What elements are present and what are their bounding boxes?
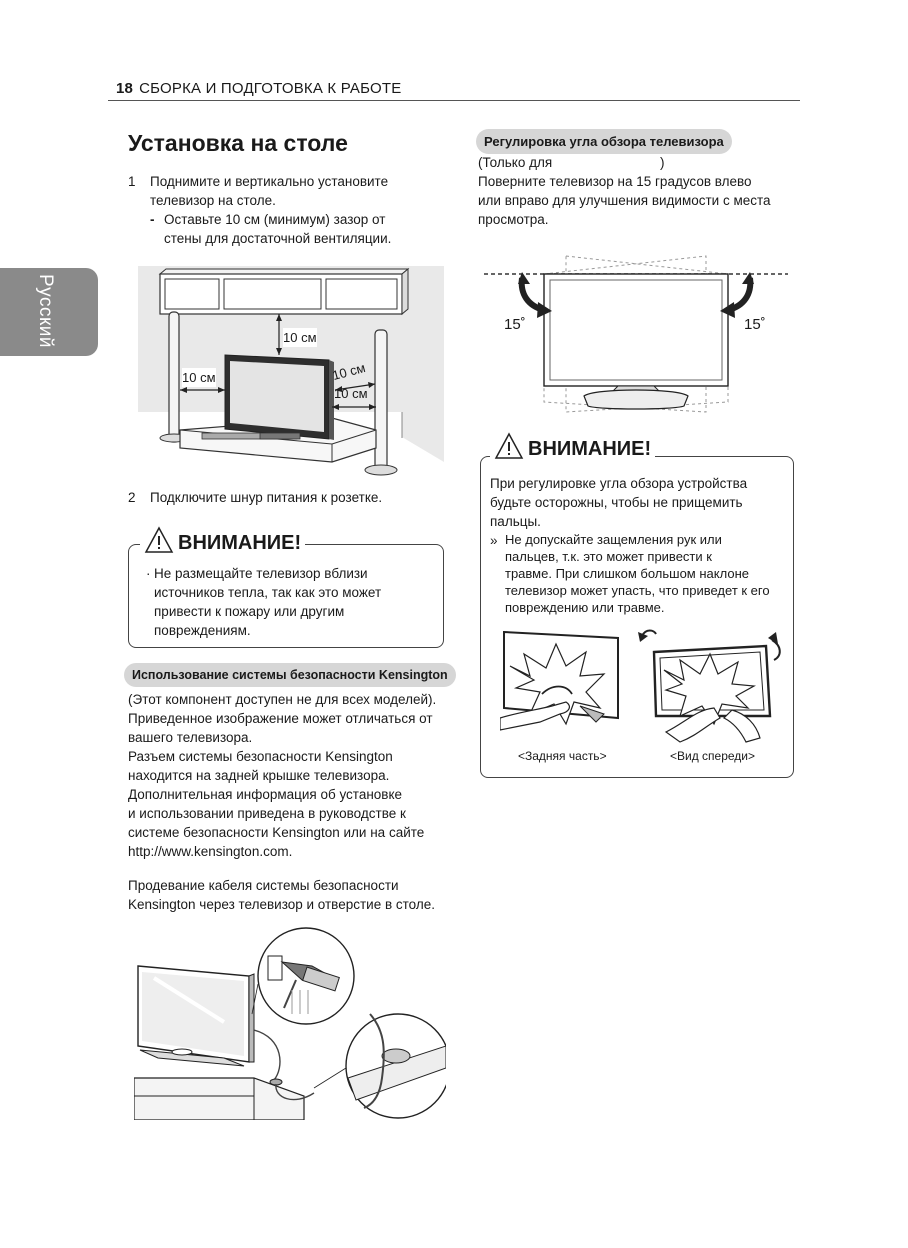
caution-line: При регулировке угла обзора устройства (490, 476, 748, 491)
kensington-line: (Этот компонент доступен не для всех моделей). (128, 692, 437, 707)
caption-back: <Задняя часть> (518, 749, 607, 763)
step2-text: Подключите шнур питания к розетке. (150, 490, 383, 505)
caution-line: травме. При слишком большом наклоне (505, 566, 749, 581)
swivel-illustration (484, 250, 788, 418)
angle-right-label: 15˚ (744, 316, 766, 333)
page-number: 18 (116, 80, 134, 97)
angle-line: просмотра. (478, 212, 549, 227)
caution-header-heat (140, 526, 305, 554)
clearance-left-label: 10 см (182, 370, 216, 385)
caution-title: ВНИМАНИЕ! (528, 438, 652, 460)
kensington-heading: Использование системы безопасности Kensington (124, 663, 456, 687)
angle-line: или вправо для улучшения видимости с места (478, 193, 771, 208)
angle-heading: Регулировка угла обзора телевизора (476, 129, 732, 154)
warning-triangle-icon (494, 432, 524, 460)
language-tab (0, 268, 98, 356)
caution-line: Не размещайте телевизор вблизи (154, 566, 368, 581)
kensington-text (128, 690, 436, 861)
cable-line: Kensington через телевизор и отверстие в столе. (128, 897, 436, 912)
caution-title: ВНИМАНИЕ! (178, 532, 302, 554)
step1-sub-line2: стены для достаточной вентиляции. (164, 231, 392, 246)
caution-line: пальцы. (490, 514, 541, 529)
only-for-open: (Только для (478, 155, 553, 170)
caution-line: будьте осторожны, чтобы не прищемить (490, 495, 743, 510)
section-title: СБОРКА И ПОДГОТОВКА К РАБОТЕ (139, 80, 402, 97)
angle-line: Поверните телевизор на 15 градусов влево (478, 174, 752, 189)
clearance-right-label: 10 см (334, 386, 368, 401)
caution-line: привести к пожару или другим (154, 604, 345, 619)
pinch-back-illustration (500, 626, 628, 746)
kensington-line: системе безопасности Kensington или на сайте (128, 825, 425, 840)
clearance-illustration (132, 262, 444, 484)
kensington-line: вашего телевизора. (128, 730, 253, 745)
page-header (116, 80, 401, 97)
step1-number: 1 (128, 174, 136, 189)
caution-header-swivel (490, 432, 655, 460)
clearance-top-label: 10 см (283, 330, 317, 345)
step1-line1: Поднимите и вертикально установите (150, 174, 389, 189)
caution-line: повреждениям. (154, 623, 251, 638)
angle-text (478, 172, 771, 229)
caution-line: телевизор может упасть, что приведет к его (505, 583, 770, 598)
caution-line: источников тепла, так как это может (154, 585, 382, 600)
page-title: Установка на столе (128, 130, 348, 156)
cable-text (128, 876, 435, 914)
header-rule (108, 100, 800, 101)
language-tab-label: Русский (35, 274, 56, 348)
only-for-close: ) (660, 155, 665, 170)
kensington-url: http://www.kensington.com. (128, 844, 293, 859)
caution-bullet-mark: » (490, 533, 498, 548)
kensington-line: Приведенное изображение может отличаться от (128, 711, 433, 726)
caution-line: пальцев, т.к. это может привести к (505, 549, 712, 564)
step1-sub-line1: Оставьте 10 см (минимум) зазор от (164, 212, 386, 227)
step1-dash: - (150, 212, 155, 227)
angle-left-label: 15˚ (504, 316, 526, 333)
step1-line2: телевизор на столе. (150, 193, 276, 208)
kensington-line: и использовании приведена в руководстве к (128, 806, 406, 821)
warning-triangle-icon (144, 526, 174, 554)
cable-line: Продевание кабеля системы безопасности (128, 878, 399, 893)
kensington-line: Разъем системы безопасности Kensington (128, 749, 393, 764)
kensington-line: находится на задней крышке телевизора. (128, 768, 390, 783)
caution-text-swivel (490, 474, 747, 531)
kensington-line: Дополнительная информация об установке (128, 787, 403, 802)
caution-text-heat (154, 564, 381, 640)
pinch-front-illustration (636, 626, 786, 748)
caption-front: <Вид спереди> (670, 749, 756, 763)
step2-number: 2 (128, 490, 136, 505)
caution-line: повреждению или травме. (505, 600, 665, 615)
caution-line: Не допускайте защемления рук или (505, 532, 722, 547)
kensington-illustration (134, 918, 446, 1120)
caution-bullet: · (146, 566, 151, 581)
caution-bullet-text (505, 531, 770, 616)
clearance-rear-label: 10 см (330, 359, 367, 384)
